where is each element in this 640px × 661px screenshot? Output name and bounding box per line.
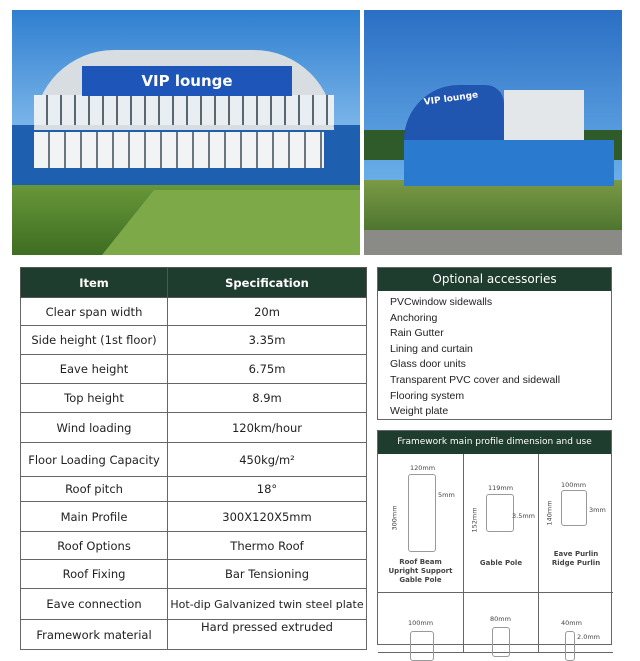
use-label: Upright Support — [388, 567, 453, 575]
list-item: Lining and curtain — [390, 342, 473, 355]
table-row — [21, 589, 367, 620]
profile-cell — [539, 454, 613, 593]
item-cell: Roof pitch — [21, 477, 168, 502]
table-row — [21, 298, 367, 326]
profile-cell — [464, 454, 539, 593]
list-item: Rain Gutter — [390, 327, 444, 340]
list-item: Anchoring — [390, 311, 438, 324]
profile-cell — [539, 593, 613, 653]
profile-section-icon — [408, 474, 436, 552]
thickness-dimension: 2.0mm — [577, 633, 601, 641]
thickness-dimension: 5mm — [438, 491, 455, 499]
width-dimension: 120mm — [410, 464, 436, 472]
optional-accessories-panel — [377, 267, 612, 420]
thickness-dimension: 3mm — [589, 506, 606, 514]
use-label: Roof Beam — [399, 558, 442, 566]
use-label: Gable Pole — [479, 559, 523, 567]
list-item: Weight plate — [390, 405, 449, 418]
table-row — [21, 384, 367, 413]
profile-section-icon — [486, 494, 514, 532]
profile-section-icon — [410, 631, 434, 661]
table-row — [21, 355, 367, 384]
table-row — [21, 560, 367, 589]
spec-cell: Bar Tensioning — [168, 560, 367, 589]
profile-section-icon — [565, 631, 575, 661]
spec-cell: 450kg/m² — [168, 443, 367, 477]
column-header-specification: Specification — [168, 268, 367, 298]
list-item: Glass door units — [390, 358, 466, 371]
item-cell: Roof Fixing — [21, 560, 168, 589]
height-dimension: 140mm — [545, 500, 554, 526]
vip-lounge-photo-side — [364, 10, 622, 255]
column-header-item: Item — [21, 268, 168, 298]
list-item: PVCwindow sidewalls — [390, 296, 493, 308]
width-dimension: 80mm — [490, 615, 511, 623]
table-row — [21, 532, 367, 560]
item-cell: Main Profile — [21, 502, 168, 532]
table-row — [21, 502, 367, 532]
profile-cell — [378, 593, 464, 653]
width-dimension: 119mm — [488, 484, 514, 492]
item-cell: Eave connection — [21, 589, 168, 620]
accessories-list — [378, 291, 611, 420]
item-cell: Side height (1st floor) — [21, 326, 168, 355]
list-item: Transparent PVC cover and sidewall — [390, 373, 561, 386]
width-dimension: 100mm — [408, 619, 434, 627]
spec-cell: Hot-dip Galvanized twin steel plate — [168, 589, 367, 620]
use-label: Gable Pole — [399, 576, 442, 584]
accessories-title: Optional accessories — [378, 268, 611, 291]
width-dimension: 100mm — [561, 481, 587, 489]
item-cell: Roof Options — [21, 532, 168, 560]
profile-cell — [464, 593, 539, 653]
item-cell: Eave height — [21, 355, 168, 384]
table-row — [21, 443, 367, 477]
spec-cell: 8.9m — [168, 384, 367, 413]
table-header — [21, 268, 367, 298]
height-dimension: 152mm — [470, 507, 479, 533]
table-row — [21, 477, 367, 502]
spec-cell: 6.75m — [168, 355, 367, 384]
item-cell: Floor Loading Capacity — [21, 443, 168, 477]
spec-cell: 3.35m — [168, 326, 367, 355]
spec-cell: 20m — [168, 298, 367, 326]
item-cell: Wind loading — [21, 413, 168, 443]
table-row — [21, 413, 367, 443]
profile-section-icon — [492, 627, 510, 657]
list-item: Flooring system — [390, 389, 465, 402]
spec-cell: 300X120X5mm — [168, 502, 367, 532]
vip-lounge-sign: VIP lounge — [82, 66, 292, 96]
spec-cell: Thermo Roof — [168, 532, 367, 560]
table-row — [21, 326, 367, 355]
spec-cell: 120km/hour — [168, 413, 367, 443]
framework-title: Framework main profile dimension and use — [378, 431, 611, 454]
item-cell: Top height — [21, 384, 168, 413]
width-dimension: 40mm — [561, 619, 582, 627]
framework-profile-panel — [377, 430, 612, 645]
use-label: Ridge Purlin — [551, 559, 601, 567]
spec-cell: 18° — [168, 477, 367, 502]
profile-cell — [378, 454, 464, 593]
vip-lounge-sign: VIP lounge — [423, 90, 479, 108]
thickness-dimension: 3.5mm — [512, 512, 536, 520]
table-row — [21, 620, 367, 650]
specification-table — [20, 267, 367, 650]
use-label: Eave Purlin — [553, 550, 599, 558]
item-cell: Clear span width — [21, 298, 168, 326]
height-dimension: 300mm — [390, 505, 399, 531]
item-cell: Framework material — [21, 620, 168, 650]
spec-cell: Hard pressed extruded — [168, 620, 367, 650]
profile-section-icon — [561, 490, 587, 526]
vip-lounge-photo-front — [12, 10, 360, 255]
